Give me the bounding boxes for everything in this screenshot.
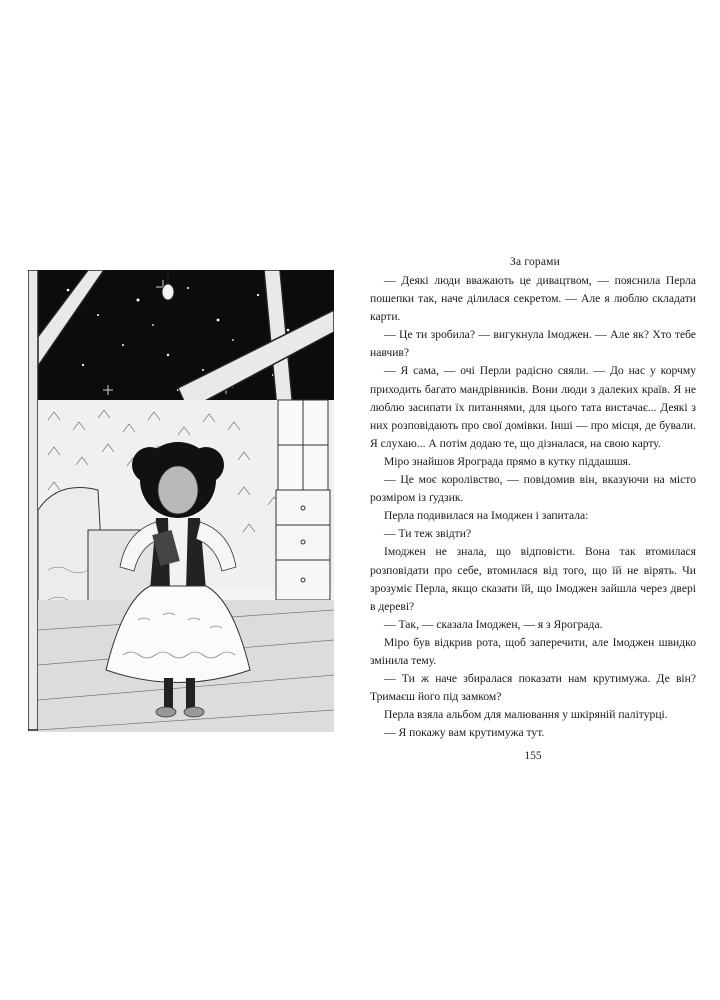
- paragraph: Перла подивилася на Імоджен і запитала:: [384, 509, 589, 523]
- illustration: [28, 270, 334, 732]
- girl-in-attic-illustration: [28, 270, 334, 732]
- paragraph: — Це ти зробила? — вигукнула Імоджен. — Але як? Хто тебе навчив?: [370, 328, 696, 360]
- page-number: 155: [524, 750, 542, 762]
- paragraph: Міро знайшов Ярограда прямо в кутку піддашшя.: [384, 454, 631, 468]
- paragraph: — Я покажу вам крутимужа тут.: [384, 726, 545, 740]
- body-text: [370, 272, 696, 742]
- paragraph: — Ти ж наче збиралася показати нам крутимужа. Де він? Тримаєш його під замком?: [370, 672, 696, 704]
- running-head: За горами: [509, 256, 560, 268]
- paragraph: — Деякі люди вважають це дивацтвом, — пояснила Перла пошепки так, наче ділилася секретом. — Але я люблю складати карти.: [370, 274, 696, 324]
- paragraph: — Я сама, — очі Перли радісно сяяли. — До нас у корчму приходить багато мандрівників. Вони люди з далеких країв. Я не люблю засипати їх питаннями, для цього тата вистачає... Деякі з них розповідають про свої домівки. Інші — про місця, де бували. Я слухаю... А потім додаю те, що дізналася, на свою карту.: [370, 364, 696, 450]
- paragraph: — Ти теж звідти?: [384, 527, 472, 541]
- paragraph: — Це моє королівство, — повідомив він, вказуючи на місто розміром із ґудзик.: [370, 473, 696, 505]
- paragraph: Перла взяла альбом для малювання у шкіряній палітурці.: [384, 708, 668, 722]
- paragraph: — Так, — сказала Імоджен, — я з Ярограда.: [384, 617, 603, 631]
- paragraph: Міро був відкрив рота, щоб заперечити, але Імоджен швидко змінила тему.: [370, 635, 696, 667]
- text-page: [370, 254, 696, 762]
- paragraph: Імоджен не знала, що відповісти. Вона так втомилася розповідати про себе, втомилася від того, що їй не вірять. Чи зрозуміє Перла, якщо сказати їй, що Імоджен зайшла через двері в дереві?: [370, 545, 696, 613]
